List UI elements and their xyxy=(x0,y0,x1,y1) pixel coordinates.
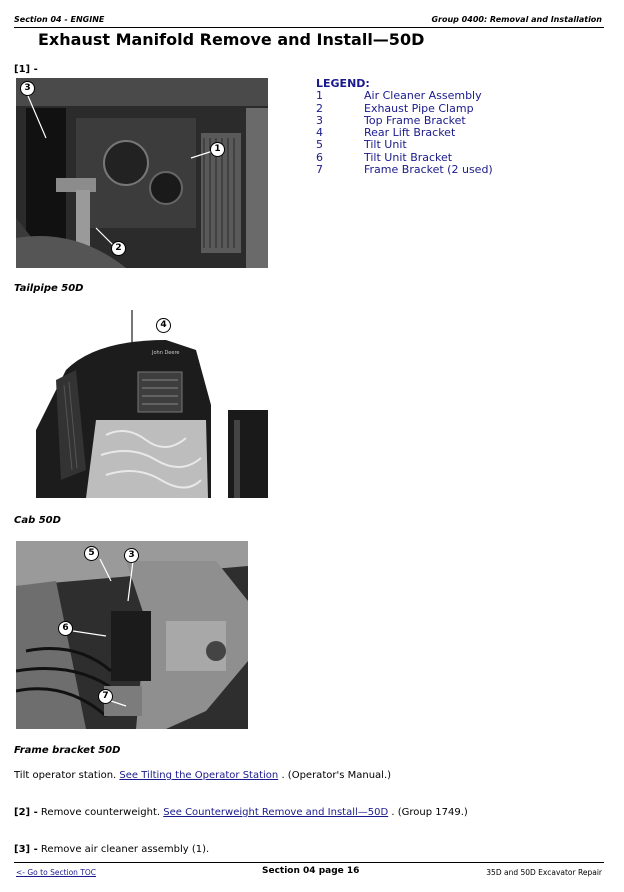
legend-item xyxy=(316,90,493,102)
cab-illustration xyxy=(36,310,268,498)
legend-text: Air Cleaner Assembly xyxy=(364,89,482,103)
callout-3: 3 xyxy=(124,548,139,563)
footer-rule xyxy=(14,862,604,863)
legend-text: Rear Lift Bracket xyxy=(364,126,456,140)
page-title: Exhaust Manifold Remove and Install—50D xyxy=(38,30,425,49)
step-2-label: [2] - xyxy=(14,807,38,818)
step-3-label: [3] - xyxy=(14,844,38,855)
legend-text: Tilt Unit Bracket xyxy=(364,150,453,164)
step-1-text xyxy=(14,770,391,781)
step-2-instruction: Remove counterweight. xyxy=(37,807,164,818)
legend-text: Top Frame Bracket xyxy=(364,113,466,127)
legend-num: 5 xyxy=(316,138,323,152)
callout-3: 3 xyxy=(20,81,35,96)
tailpipe-illustration xyxy=(16,78,268,268)
callout-6: 6 xyxy=(58,621,73,636)
frame-bracket-photo xyxy=(16,541,248,729)
legend-item xyxy=(316,164,493,176)
frame-bracket-illustration xyxy=(16,541,248,729)
footer-page-number: Section 04 page 16 xyxy=(262,866,360,876)
legend-num: 6 xyxy=(316,150,323,164)
cab-decal: John Deere xyxy=(152,350,180,356)
legend-text: Frame Bracket (2 used) xyxy=(364,163,493,177)
tilting-operator-station-link[interactable]: See Tilting the Operator Station xyxy=(119,770,279,781)
legend-num: 2 xyxy=(316,101,323,115)
counterweight-link[interactable]: See Counterweight Remove and Install—50D xyxy=(163,807,389,818)
callout-4: 4 xyxy=(156,318,171,333)
step-1-instruction: Tilt operator station. xyxy=(14,770,120,781)
legend-text: Tilt Unit xyxy=(364,138,407,152)
step-2-reference: . (Group 1749.) xyxy=(388,807,468,818)
legend-num: 7 xyxy=(316,163,323,177)
figure-caption-cab: Cab 50D xyxy=(14,515,61,526)
legend-title: LEGEND: xyxy=(316,77,370,90)
figure-caption-tailpipe: Tailpipe 50D xyxy=(14,283,84,294)
callout-7: 7 xyxy=(98,689,113,704)
footer-toc xyxy=(16,868,96,877)
footer-manual-title: 35D and 50D Excavator Repair xyxy=(486,868,602,877)
tailpipe-photo xyxy=(16,78,268,268)
callout-1: 1 xyxy=(210,142,225,157)
step-1-label: [1] - xyxy=(14,64,38,75)
figure-caption-frame-bracket: Frame bracket 50D xyxy=(14,745,121,756)
header-rule xyxy=(14,27,604,28)
legend-text: Exhaust Pipe Clamp xyxy=(364,101,474,115)
step-1-reference: . (Operator's Manual.) xyxy=(278,770,392,781)
step-2-text xyxy=(14,807,468,818)
legend-item xyxy=(316,139,493,151)
step-3-text xyxy=(14,844,209,855)
step-3-instruction: Remove air cleaner assembly (1). xyxy=(37,844,210,855)
go-to-section-toc-link[interactable]: <- Go to Section TOC xyxy=(16,868,97,877)
header-group: Group 0400: Removal and Installation xyxy=(431,15,602,24)
cab-photo xyxy=(36,310,268,498)
callout-5: 5 xyxy=(84,546,99,561)
legend-num: 4 xyxy=(316,126,323,140)
legend-num: 3 xyxy=(316,113,323,127)
header-section: Section 04 - ENGINE xyxy=(14,15,105,24)
callout-2: 2 xyxy=(111,241,126,256)
legend-num: 1 xyxy=(316,89,323,103)
legend xyxy=(316,78,493,176)
